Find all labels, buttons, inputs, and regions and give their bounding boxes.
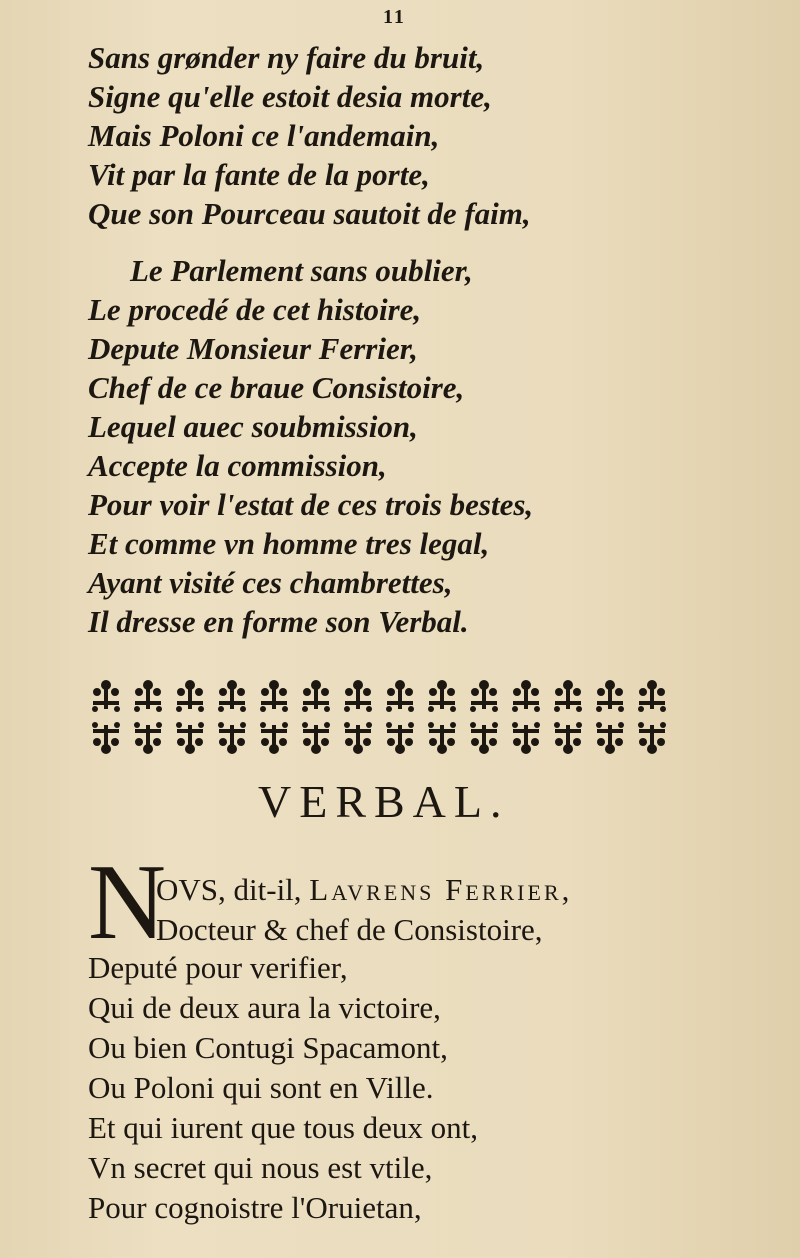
verse-line: Ou Poloni qui sont en Ville. (88, 1070, 434, 1105)
verse-line: Ayant visité ces chambrettes, (88, 565, 453, 600)
verse-line: Docteur & chef de Consistoire, (156, 912, 543, 947)
verse-line: Pour voir l'estat de ces trois bestes, (88, 487, 534, 522)
verse-line: Ou bien Contugi Spacamont, (88, 1030, 448, 1065)
verse-line: Le procedé de cet histoire, (88, 292, 422, 327)
verse-line: Deputé pour verifier, (88, 950, 348, 985)
fleuron-ornament-band (88, 675, 683, 761)
verse-line: Sans grønder ny faire du bruit, (88, 40, 485, 75)
verse-line: Depute Monsieur Ferrier, (88, 331, 418, 366)
verse-line: Pour cognoistre l'Oruietan, (88, 1190, 422, 1225)
verse-line: Il dresse en forme son Verbal. (88, 604, 469, 639)
verse-line: Signe qu'elle estoit desia morte, (88, 79, 492, 114)
author-name: Lavrens Ferrier, (309, 872, 573, 907)
verse-line: Accepte la commission, (88, 448, 387, 483)
verse-line: Le Parlement sans oublier, (130, 253, 473, 288)
verse-line: Et comme vn homme tres legal, (88, 526, 490, 561)
verbal-opening (156, 870, 756, 950)
verse-line (156, 870, 756, 910)
stanza-2 (88, 251, 708, 641)
verse-line: Mais Poloni ce l'andemain, (88, 118, 440, 153)
verse-line: Qui de deux aura la victoire, (88, 990, 441, 1025)
verse-line: Lequel auec soubmission, (88, 409, 418, 444)
verse-line: Que son Pourceau sautoit de faim, (88, 196, 531, 231)
verse-line: Et qui iurent que tous deux ont, (88, 1110, 479, 1145)
stanza-1 (88, 38, 708, 233)
verbal-text (88, 948, 728, 1228)
verse-line: Vn secret qui nous est vtile, (88, 1150, 433, 1185)
verse-line: Chef de ce braue Consistoire, (88, 370, 465, 405)
verse-line: Vit par la fante de la porte, (88, 157, 430, 192)
drop-cap: N (88, 843, 166, 962)
verse-line-start: OVS, dit-il, (156, 872, 310, 907)
section-heading: VERBAL. (258, 776, 510, 827)
fleuron-ornament-icon (88, 675, 683, 761)
page-number: 11 (383, 6, 406, 28)
